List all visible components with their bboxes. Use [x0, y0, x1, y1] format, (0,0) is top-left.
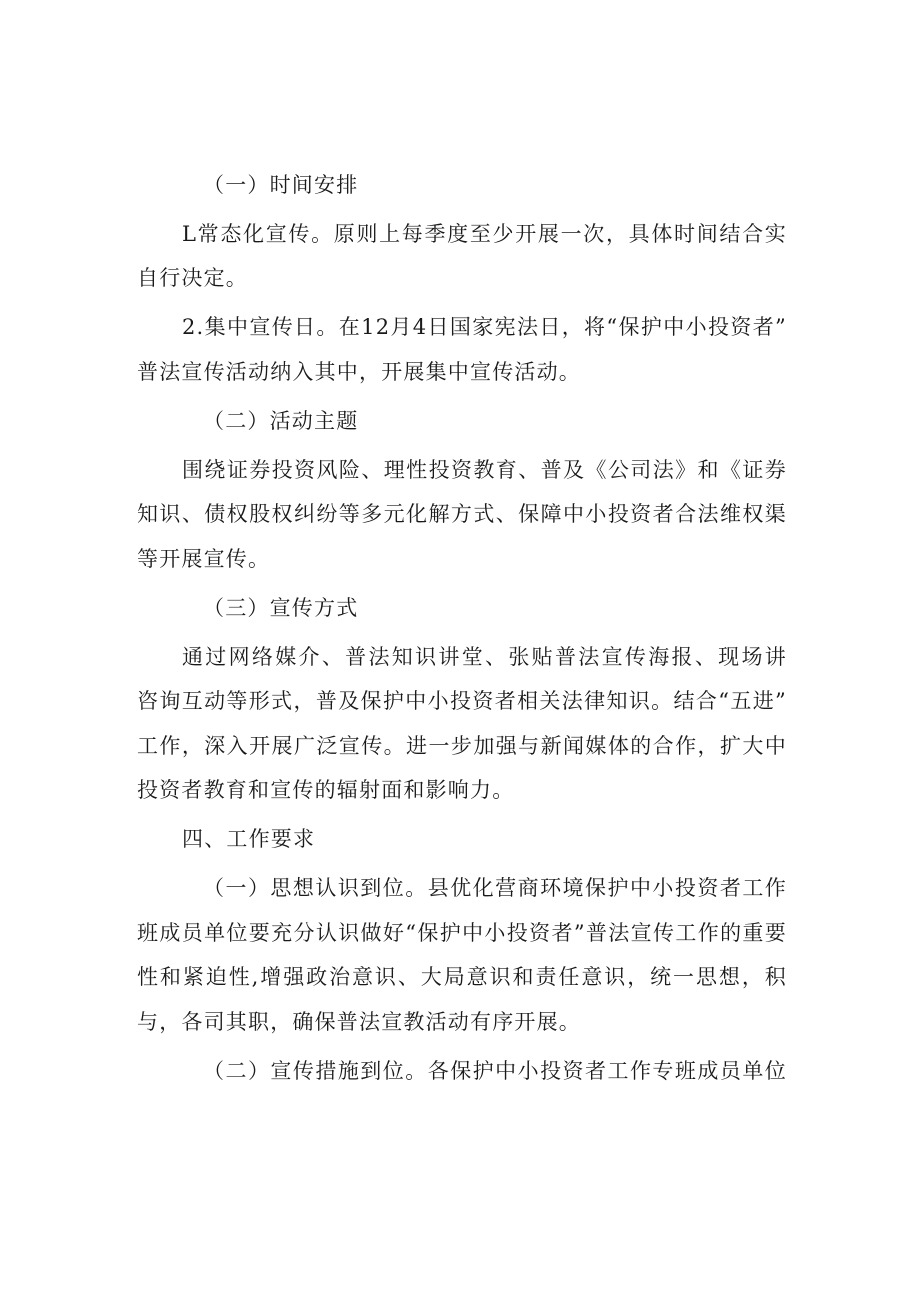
paragraph-line: 普法宣传活动纳入其中，开展集中宣传活动。 [137, 360, 581, 384]
paragraph-line: 工作，深入开展广泛宣传。进一步加强与新闻媒体的合作，扩大中 [137, 734, 787, 758]
paragraph-line: 性和紧迫性,增强政治意识、大局意识和责任意识，统一思想，积 [137, 965, 787, 989]
paragraph-line: （一）思想认识到位。县优化营商环境保护中小投资者工作 [203, 876, 787, 900]
paragraph-line: 班成员单位要充分认识做好“保护中小投资者”普法宣传工作的重要 [137, 921, 787, 945]
paragraph-line: 通过网络媒介、普法知识讲堂、张贴普法宣传海报、现场讲 [182, 645, 787, 669]
paragraph-line: （二）宣传措施到位。各保护中小投资者工作专班成员单位 [203, 1059, 787, 1083]
paragraph-line: 围绕证券投资风险、理性投资教育、普及《公司法》和《证券 [182, 458, 787, 482]
section-heading-theme: （二）活动主题 [203, 409, 359, 433]
section-heading-method: （三）宣传方式 [203, 596, 359, 620]
paragraph-line: L常态化宣传。原则上每季度至少开展一次，具体时间结合实 [182, 222, 787, 246]
paragraph-line: 咨询互动等形式，普及保护中小投资者相关法律知识。结合“五进” [137, 689, 787, 713]
paragraph-line: 与，各司其职，确保普法宣教活动有序开展。 [137, 1010, 581, 1034]
section-heading-requirements: 四、工作要求 [182, 827, 316, 851]
paragraph-line: 投资者教育和宣传的辐射面和影响力。 [137, 778, 515, 802]
section-heading-schedule: （一）时间安排 [203, 173, 359, 197]
paragraph-line: 2.集中宣传日。在12月4日国家宪法日，将“保护中小投资者” [182, 315, 787, 339]
paragraph-line: 自行决定。 [137, 266, 248, 290]
paragraph-line: 等开展宣传。 [137, 547, 271, 571]
paragraph-line: 知识、债权股权纠纷等多元化解方式、保障中小投资者合法维权渠 [137, 502, 787, 526]
